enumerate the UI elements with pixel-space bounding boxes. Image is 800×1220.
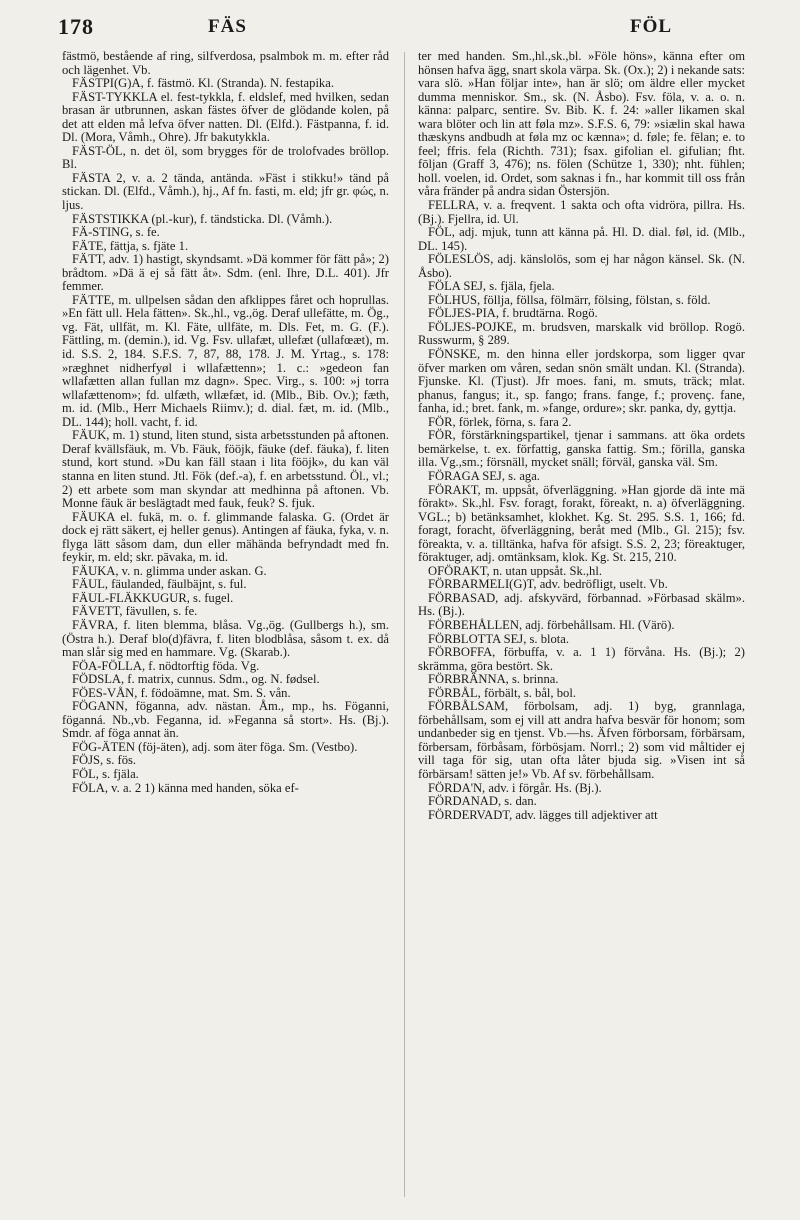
entry: FÖR, förlek, förna, s. fara 2. bbox=[428, 414, 572, 429]
entry: FÖRDERVADT, adv. lägges till adjektiver att bbox=[428, 807, 658, 822]
entry: FÄSTA 2, v. a. 2 tända, antända. »Fäst i stikku!» tänd på stickan. Dl. (Elfd., Våmh.), hj., Af fn. fasti, m. eld; jfr gr. φώς, n. ljus. bbox=[62, 170, 389, 213]
entry: FÖLA, v. a. 2 1) känna med handen, söka ef- bbox=[72, 780, 299, 795]
entry: FÖRBEHÅLLEN, adj. förbehållsam. Hl. (Värö). bbox=[428, 617, 675, 632]
entry: FÄUKA, v. n. glimma under askan. G. bbox=[72, 563, 267, 578]
entry: FÖDSLA, f. matrix, cunnus. Sdm., og. N. fødsel. bbox=[72, 672, 320, 687]
entry: FÄUL, fäulanded, fäulbäjnt, s. ful. bbox=[72, 577, 247, 592]
entry: FÄVRA, f. liten blemma, blåsa. Vg.,ög. (Gullbergs h.), sm. (Östra h.). Deraf blo(d)fävra, f. liten blodblåsa, såsom t. ex. då man slår sig med en hammare. Vg. (Skarab.). bbox=[62, 617, 389, 660]
entry: FÖRBRÄNNA, s. brinna. bbox=[428, 672, 559, 687]
entry: FÖG-ÄTEN (föj-äten), adj. som äter föga. Sm. (Vestbo). bbox=[72, 739, 358, 754]
entry: FÄST-ÖL, n. det öl, som brygges för de trolofvades bröllop. Bl. bbox=[62, 143, 389, 172]
column-divider bbox=[404, 52, 405, 1197]
entry: FÖES-VÅN, f. födoämne, mat. Sm. S. vån. bbox=[72, 685, 291, 700]
right-catchword: FÖL bbox=[630, 16, 673, 37]
entry: FÖLJES-POJKE, m. brudsven, marskalk vid bröllop. Rogö. Russwurm, § 289. bbox=[418, 319, 745, 348]
entry: FÖRDANAD, s. dan. bbox=[428, 794, 537, 809]
entry: FÖRBÅLSAM, förbolsam, adj. 1) byg, grannlaga, förbehållsam, som ej vill att andra hafva besvär för honom; som undanbeder sig en tjenst. Vb.—hs. Äfven förborsam, förbärsam, förbersam, förbåsam, förbösjam. Norrl.; 2) som vid måltider ej vill taga för sig, utan ofta låter bjuda sig. »Visen int så förbärsam! sätten je!» Vb. Af sv. förbehållsam. bbox=[418, 699, 745, 781]
entry: FÖLA SEJ, s. fjäla, fjela. bbox=[428, 279, 555, 294]
entry: FÖLESLÖS, adj. känslolös, som ej har någon känsel. Sk. (N. Åsbo). bbox=[418, 252, 745, 280]
entry: fästmö, bestående af ring, silfverdosa, psalmbok m. m. efter råd och lägenhet. Vb. bbox=[62, 49, 389, 77]
entry: FÄSTPI(G)A, f. fästmö. Kl. (Stranda). N. festapika. bbox=[72, 76, 334, 91]
entry: ter med handen. Sm.,hl.,sk.,bl. »Föle höns», känna efter om hönsen hafva ägg, snart skola värpa. Sk. (Ox.); 2) i nekande sats: vara slö. »Han följar inte», han är slö; om äldre eller mycket dumma menniskor. Sm., sk. (N. Åsbo). Fsv. föla, v. a. o. n. känna: palparc, sentire. Sv. Bib. K. f. 24: »aller likamen skal wara blöter och lin att føla mz». S.F.S. 6, 79: »siælin skal hawa thæskyns andbudh at føla mz oc kænna»; d. føle; fe. fēlan; e. to feel; ffris. fela (Richth. 731); fsax. gifolian el. gifulian; fht. fōljan (Graff 3, 476); ns. fölen (Schütze 1, 330); nht. fühlen; holl. voelen, id. Ordet, som saknas i fn., har kommit till oss från våra fränder på andra sidan Östersjön. bbox=[418, 49, 746, 199]
left-column bbox=[62, 50, 389, 795]
entry: FÄVETT, fävullen, s. fe. bbox=[72, 604, 198, 619]
entry: FÄUL-FLÄKKUGUR, s. fugel. bbox=[72, 590, 234, 605]
entry: FÖL, adj. mjuk, tunn att känna på. Hl. D. dial. føl, id. (Mlb., DL. 145). bbox=[418, 225, 745, 253]
right-column bbox=[418, 50, 745, 822]
entry: FÖRAKT, m. uppsåt, öfverläggning. »Han gjorde dä inte mä förakt». Sk.,hl. Fsv. foragt, forakt, föreakt, n. a) öfverläggning. VGL.; b) betänksamhet, klokhet. Kg. St. 295. S.S. 1, 166; fd. foragt, foracht, öfverläggning, beråt med (Mlb., Gl. 215); fsv. föreakta, v. a. tilltänka, hafva för afsigt. S.S. 2, 23; föreaktuger, föraktuger, adj. omtänksam, klok. Kg. St. 215, 210. bbox=[418, 482, 745, 565]
entry: FÖLJES-PIA, f. brudtärna. Rogö. bbox=[428, 306, 598, 321]
entry: FÖA-FÖLLA, f. nödtorftig föda. Vg. bbox=[72, 658, 260, 673]
running-head bbox=[58, 14, 754, 44]
entry: FÖGANN, föganna, adv. nästan. Åm., mp., hs. Föganni, föganná. Nb.,vb. Feganna, id. »Feganna så stort». Hs. (Bj.). Smdr. af föga annat än. bbox=[62, 699, 389, 741]
entry: FÖRAGA SEJ, s. aga. bbox=[428, 468, 540, 483]
entry: FÄTT, adv. 1) hastigt, skyndsamt. »Dä kommer för fätt på»; 2) brådtom. »Dä ä ej så fätt åt». Sdm. (enl. Ihre, D.L. 401). Jfr femmer. bbox=[62, 252, 389, 294]
page-number: 178 bbox=[58, 14, 94, 39]
entry: FÖRBOFFA, förbuffa, v. a. 1 1) förvåna. Hs. (Bj.); 2) skrämma, göra bestört. Sk. bbox=[418, 645, 745, 673]
entry: FÖRDA'N, adv. i förgår. Hs. (Bj.). bbox=[428, 780, 602, 795]
entry: FÄ-STING, s. fe. bbox=[72, 225, 160, 240]
left-catchword: FÄS bbox=[208, 16, 247, 37]
entry: FÖR, förstärkningspartikel, tjenar i sammans. att öka ordets bemärkelse, t. ex. författig, ganska fattig. Sm.; förilla, ganska illa. Vg.,sm.; försnäll, mycket snäll; förväl, ganska väl. Sm. bbox=[418, 428, 745, 470]
entry: FÄST-TYKKLA el. fest-tykkla, f. eldslef, med hvilken, sedan brasan är utbrunnen, askan fästes öfver de glödande kolen, på det att elden må lefva öfver natten. Dl. (Elfd.). Fästpanna, f. id. Dl. (Mora, Våmh., Ohre). Jfr bakutykkla. bbox=[62, 89, 389, 145]
entry: FELLRA, v. a. freqvent. 1 sakta och ofta vidröra, pillra. Hs. (Bj.). Fjellra, id. Ul. bbox=[418, 198, 745, 226]
entry: FÖRBLOTTA SEJ, s. blota. bbox=[428, 631, 570, 646]
entry: FÄUKA el. fukä, m. o. f. glimmande falaska. G. (Ordet är dock ej rätt säkert, ej heller genus). Antingen af fäuka, fyka, v. n. flyga lätt såsom dam, dun eller mähända befryndadt med fn. feykir, m. eld; skr. pāvaka, m. id. bbox=[62, 509, 389, 565]
entry: FÖLHUS, föllja, föllsa, fölmärr, fölsing, fölstan, s. föld. bbox=[428, 292, 711, 307]
entry: FÖJS, s. fös. bbox=[72, 753, 137, 768]
entry: FÄTTE, m. ullpelsen sådan den afklippes fåret och hoprullas. »En fätt ull. Hela fätten». Sk.,hl., vg.,ög. Deraf ullefätte, m. Ög., vg. Fät, ullfät, m. Kl. Fäte, ullfäte, m. Dls. Fet, m. G. (F.). Fättling, m. (demin.), id. Vg. Fsv. ullafæt, ullefæt (ullafœæt), m. id. S.S. 2, 184. S.F.S. 7, 87, 88, 178. J. M. Yrtag., s. 178: »ræghnet nidherfyøl i wllafættenn»; 1. c.: »gedeon fan wllafætten allan fullan mz dagn». Spec. Virg., s. 100: »j torra wllafættenom»; fd. ulfæth, wllæfæt, id. (Mlb., Bib. Ov.); fæth, m. id. (Mlb., Herr Michaels Riimv.); d. dial. fæt, m. id. (Mlb., DL. 144); holl. vacht, f. id. bbox=[62, 292, 389, 429]
entry: FÄUK, m. 1) stund, liten stund, sista arbetsstunden på aftonen. Deraf kvällsfäuk, m. Vb. Fäuk, fööjk, fäuke (def. fäuka), f. liten stund, kort stund. »Du kan fäll staan i lita fööjk», du kan väl stanna en liten stund. Jtl. Fök (def.-a), f. en arbetsstund. Öl., vl.; 2) ett arbete som man skyndar att medhinna på aftonen. Vb. Monne fäuk är beslägtadt med fauk, feuk? S. fjuk. bbox=[62, 428, 389, 511]
entry: FÖL, s. fjäla. bbox=[72, 766, 139, 781]
entry: FÄSTSTIKKA (pl.-kur), f. tändsticka. Dl. (Våmh.). bbox=[72, 211, 333, 226]
entry: FÖRBARMELI(G)T, adv. bedröfligt, uselt. Vb. bbox=[428, 577, 668, 592]
entry: FÖRBASAD, adj. afskyvärd, förbannad. »Förbasad skälm». Hs. (Bj.). bbox=[418, 590, 745, 619]
entry: FÖNSKE, m. den hinna eller jordskorpa, som ligger qvar öfver marken om våren, sedan snön smält undan. Kl. (Stranda). Fjunske. Kl. (Tjust). Jfr moes. fani, m. smuts, träck; mlat. phanus, fangus; it., sp. fango; frans. fange, f.; provenç. fane, fanha, id.; bret. fank, m. »fange, ordure»; skr. panka, dy, gyttja. bbox=[418, 347, 745, 416]
entry: FÄTE, fättja, s. fjäte 1. bbox=[72, 238, 189, 253]
entry: FÖRBÅL, förbält, s. bål, bol. bbox=[428, 685, 576, 700]
entry: OFÖRAKT, n. utan uppsåt. Sk.,hl. bbox=[428, 563, 602, 578]
